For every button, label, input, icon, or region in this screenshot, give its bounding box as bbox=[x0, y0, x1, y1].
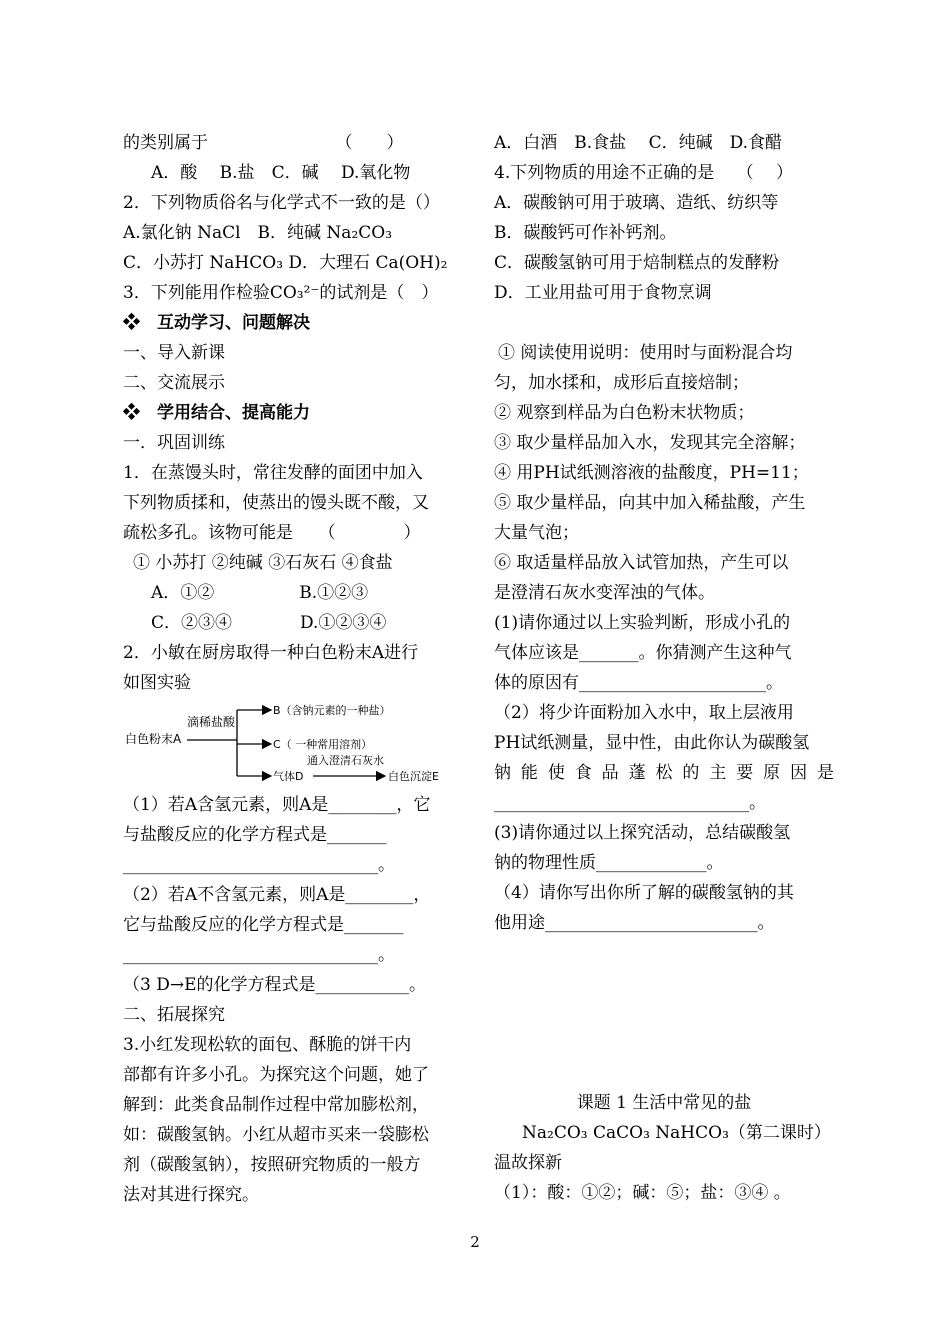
text-line: 法对其进行探究。 bbox=[123, 1185, 259, 1205]
diagram-reagent-label: 滴稀盐酸 bbox=[187, 715, 236, 729]
text-line: 2．下列物质俗名与化学式不一致的是（） bbox=[123, 193, 440, 213]
diagram-product-d: 气体D bbox=[273, 770, 304, 783]
text-line: 2．小敏在厨房取得一种白色粉末A进行 bbox=[123, 643, 419, 663]
text-line: A．白酒 B.食盐 C．纯碱 D.食醋 bbox=[494, 133, 783, 153]
diagram-product-c: C（ 一种常用溶剂） bbox=[273, 738, 373, 751]
text-line: 气体应该是_______。你猜测产生这种气 bbox=[494, 643, 792, 663]
text-line: 如图实验 bbox=[123, 673, 191, 693]
text-line: 他用途_________________________。 bbox=[494, 913, 775, 933]
diagram-product-b: B（含钠元素的一种盐） bbox=[273, 704, 391, 717]
section-heading: ❖ 学用结合、提高能力 bbox=[123, 403, 310, 423]
left-column bbox=[123, 128, 463, 1210]
text-line: 剂（碳酸氢钠），按照研究物质的一般方 bbox=[123, 1155, 421, 1175]
text-line: (3)请你通过以上探究活动，总结碳酸氢 bbox=[494, 823, 791, 843]
text-line: 一．巩固训练 bbox=[123, 433, 225, 453]
text-line: C．碳酸氢钠可用于焙制糕点的发酵粉 bbox=[494, 253, 780, 273]
text-line: 二、交流展示 bbox=[123, 373, 225, 393]
text-line: B．碳酸钙可作补钙剂。 bbox=[494, 223, 677, 243]
text-line: ⑤ 取少量样品，向其中加入稀盐酸，产生 bbox=[494, 493, 806, 513]
text-line: 3．下列能用作检验CO₃²⁻的试剂是（ ） bbox=[123, 283, 439, 303]
text-line: 解到：此类食品制作过程中常加膨松剂， bbox=[123, 1095, 429, 1115]
answer-subtitle: Na₂CO₃ CaCO₃ NaHCO₃（第二课时） bbox=[522, 1123, 831, 1143]
text-line: 部都有许多小孔。为探究这个问题，她了 bbox=[123, 1065, 429, 1085]
text-line: 下列物质揉和，使蒸出的馒头既不酸，又 bbox=[123, 493, 429, 513]
text-line: 二、拓展探究 bbox=[123, 1005, 225, 1025]
text-line: A．碳酸钠可用于玻璃、造纸、纺织等 bbox=[494, 193, 779, 213]
text-line: 体的原因有______________________。 bbox=[494, 673, 783, 693]
text-line: C．②③④ D.①②③④ bbox=[151, 613, 387, 633]
text-line: ① 阅读使用说明：使用时与面粉混合均 bbox=[498, 343, 793, 363]
answer-title: 课题 1 生活中常见的盐 bbox=[576, 1093, 752, 1113]
text-line: 匀，加水揉和，成形后直接焙制； bbox=[494, 373, 749, 393]
text-line: (1)请你通过以上实验判断，形成小孔的 bbox=[494, 613, 791, 633]
text-line: ② 观察到样品为白色粉末状物质； bbox=[494, 403, 755, 423]
text-line: ______________________________。 bbox=[123, 855, 395, 875]
text-line: 如：碳酸氢钠。小红从超市买来一袋膨松 bbox=[123, 1125, 429, 1145]
right-column bbox=[494, 128, 834, 1208]
text-line: ______________________________。 bbox=[123, 945, 395, 965]
section-heading: ❖ 互动学习、问题解决 bbox=[123, 313, 310, 333]
text-line: A.氯化钠 NaCl B．纯碱 Na₂CO₃ bbox=[123, 223, 393, 243]
text-line: D．工业用盐可用于食物烹调 bbox=[494, 283, 712, 303]
text-line: 4.下列物质的用途不正确的是 （ ） bbox=[494, 163, 794, 183]
text-line: 1．在蒸馒头时，常往发酵的面团中加入 bbox=[123, 463, 423, 483]
text-line: 疏松多孔。该物可能是 （ ） bbox=[123, 523, 421, 543]
text-line: 的类别属于 （ ） bbox=[123, 133, 404, 153]
text-line: A．①② B.①②③ bbox=[151, 583, 369, 603]
text-line: C．小苏打 NaHCO₃ D．大理石 Ca(OH)₂ bbox=[123, 253, 448, 273]
reaction-diagram bbox=[123, 698, 463, 790]
reaction-flow-svg bbox=[123, 698, 463, 790]
answer-review: 温故探新 bbox=[494, 1153, 562, 1173]
text-line: ⑥ 取适量样品放入试管加热，产生可以 bbox=[494, 553, 789, 573]
text-line: （4）请你写出你所了解的碳酸氢钠的其 bbox=[494, 883, 794, 903]
text-line: 钠能使食品蓬松的主要原因是 bbox=[494, 763, 834, 783]
text-line: （2）将少许面粉加入水中，取上层液用 bbox=[494, 703, 794, 723]
text-line: 钠的物理性质_____________。 bbox=[494, 853, 724, 873]
text-line: （3 D→E的化学方程式是___________。 bbox=[123, 975, 427, 995]
text-line: 它与盐酸反应的化学方程式是_______ bbox=[123, 915, 404, 935]
text-line: ① 小苏打 ②纯碱 ③石灰石 ④食盐 bbox=[133, 553, 393, 573]
text-line: ③ 取少量样品加入水，发现其完全溶解； bbox=[494, 433, 806, 453]
text-line: 是澄清石灰水变浑浊的气体。 bbox=[494, 583, 715, 603]
text-line: PH试纸测量，显中性，由此你认为碳酸氢 bbox=[494, 733, 810, 753]
diagram-product-e: 白色沉淀E bbox=[388, 770, 439, 783]
page-number: 2 bbox=[470, 1233, 480, 1251]
text-line: 一、导入新课 bbox=[123, 343, 225, 363]
text-line: A．酸 B.盐 C．碱 D.氧化物 bbox=[151, 163, 411, 183]
diagram-start-label: 白色粉末A bbox=[125, 732, 182, 746]
text-line: 3.小红发现松软的面包、酥脆的饼干内 bbox=[123, 1035, 412, 1055]
text-line: 大量气泡； bbox=[494, 523, 579, 543]
text-line: （2）若A不含氢元素，则A是________， bbox=[123, 885, 431, 905]
diagram-step2-label: 通入澄清石灰水 bbox=[307, 754, 384, 767]
text-line: ______________________________。 bbox=[494, 793, 766, 813]
text-line: ④ 用PH试纸测溶液的盐酸度，PH=11； bbox=[494, 463, 809, 483]
text-line: 与盐酸反应的化学方程式是_______ bbox=[123, 825, 387, 845]
text-line: （1）若A含氢元素，则A是________，它 bbox=[123, 795, 431, 815]
answer-line: （1）：酸：①②；碱：⑤；盐：③④ 。 bbox=[494, 1183, 791, 1203]
